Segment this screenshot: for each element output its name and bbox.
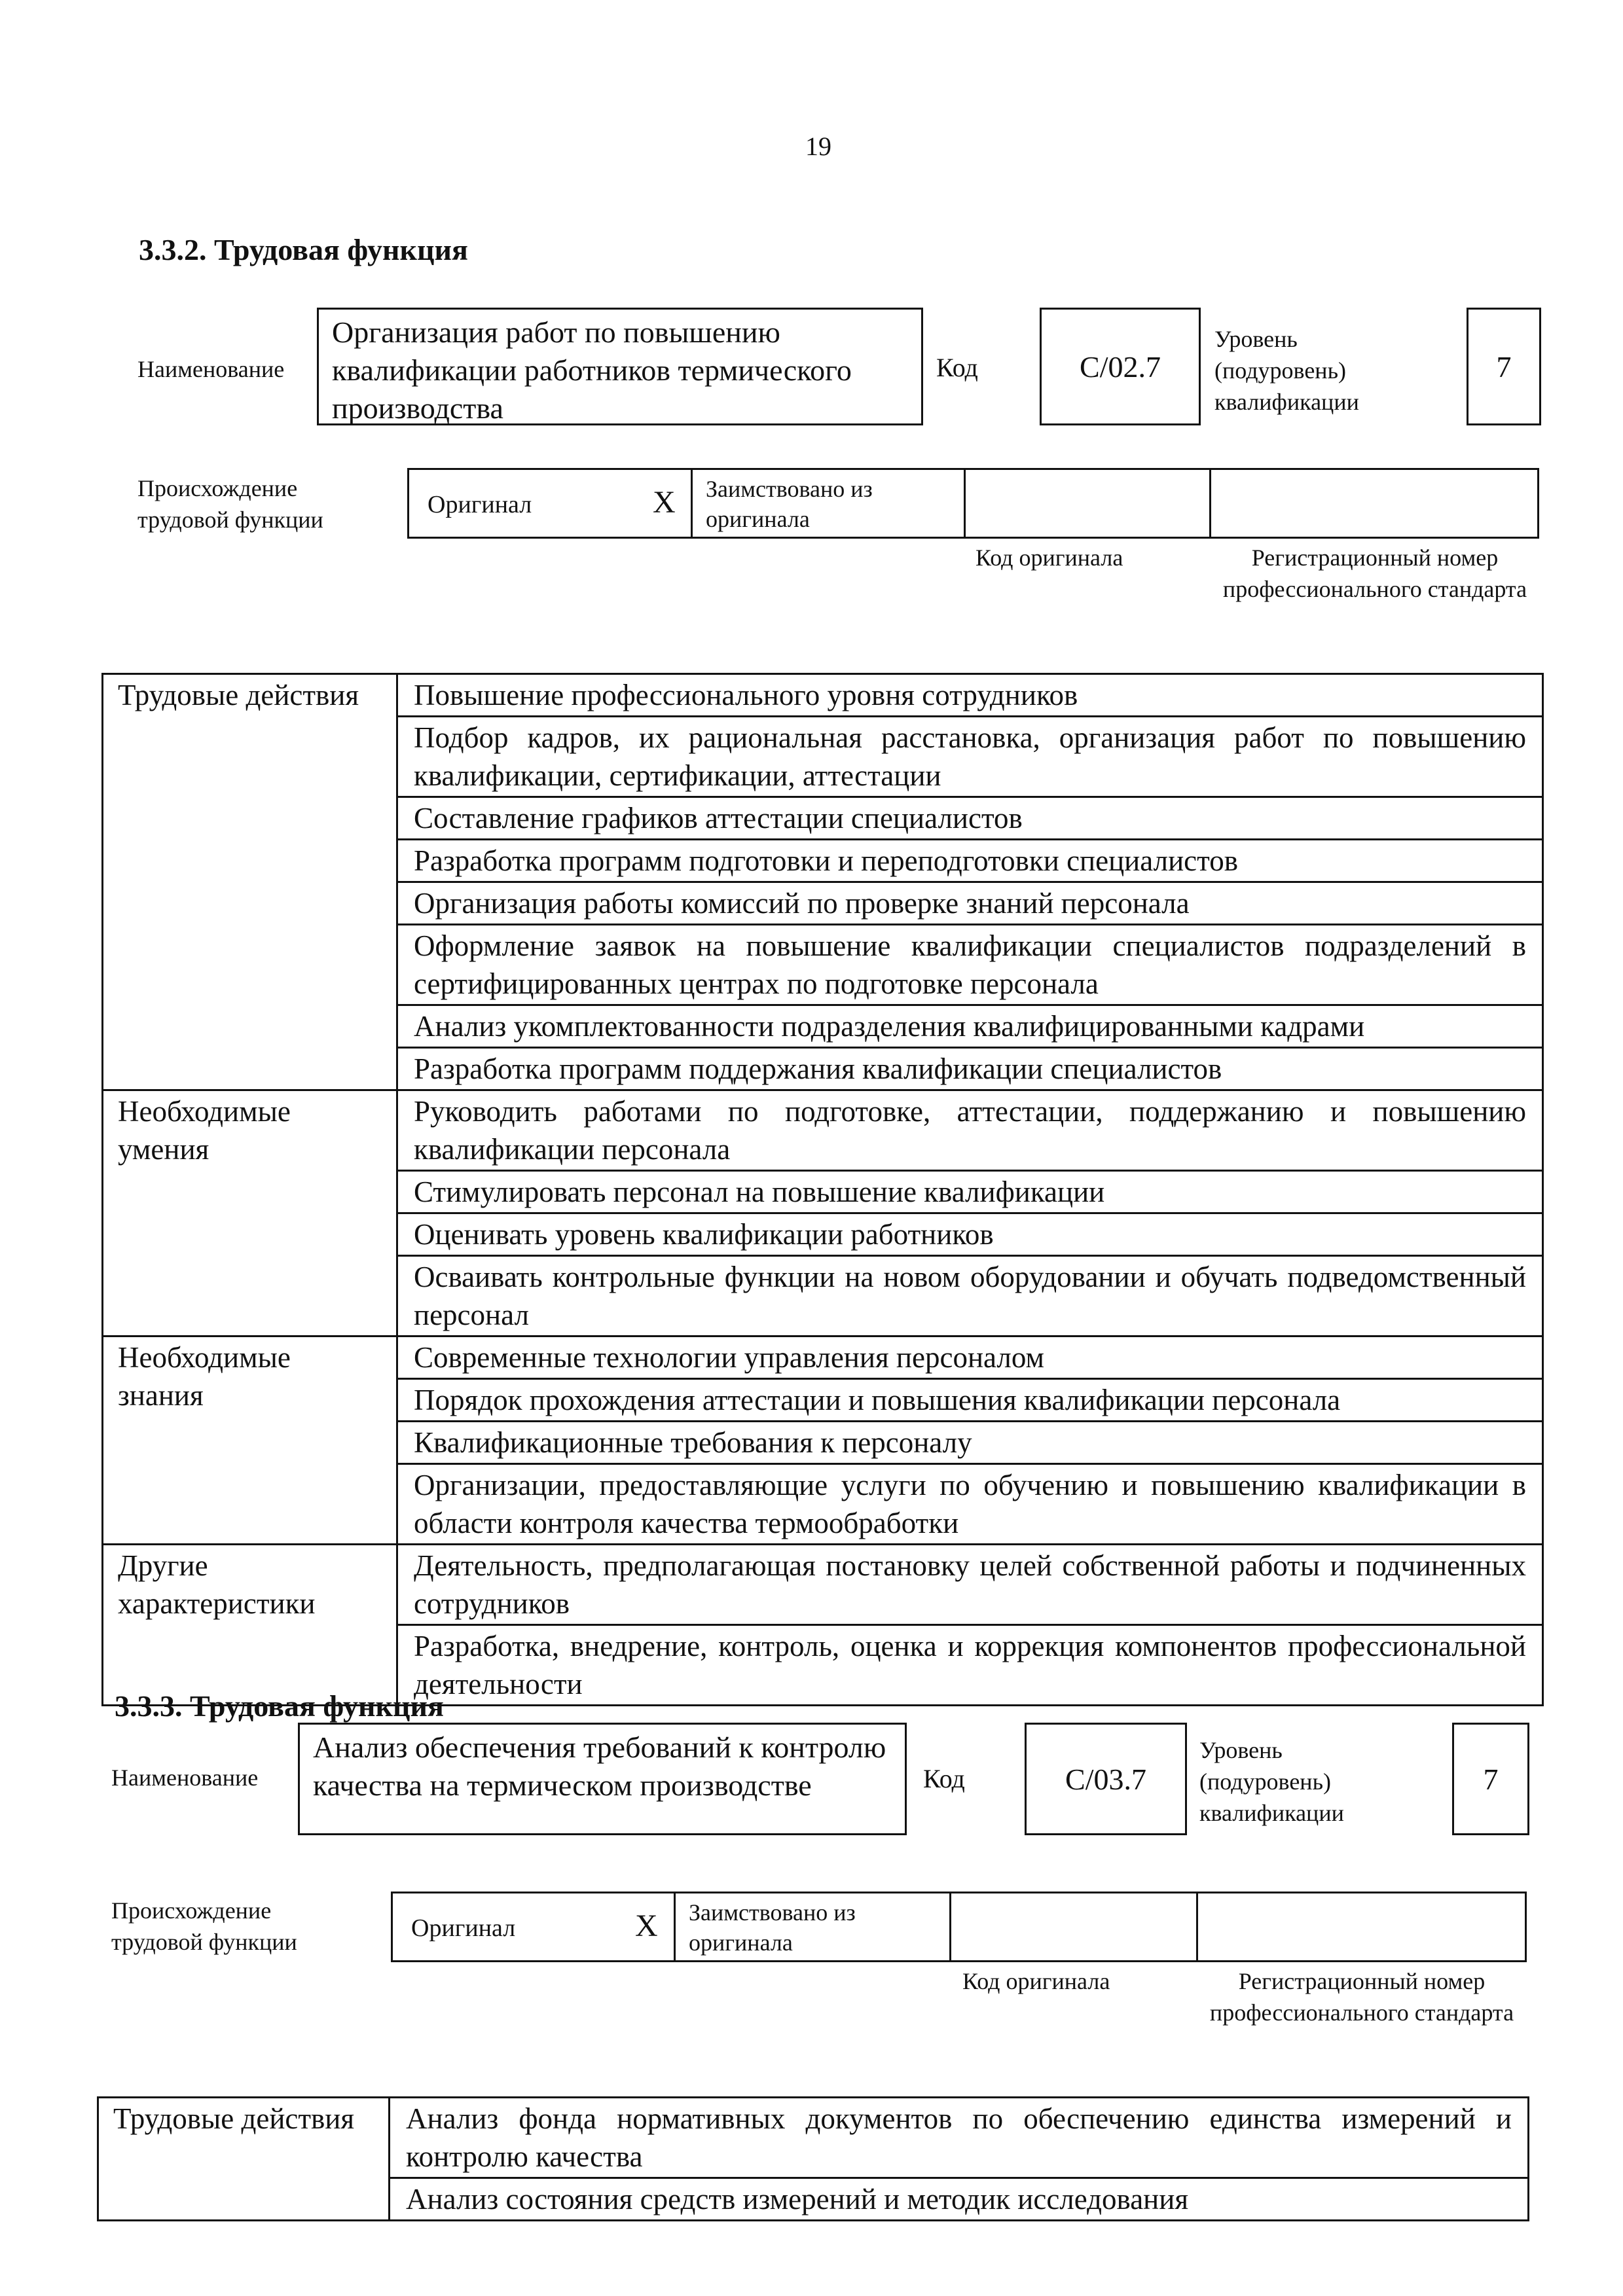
original-mark: X <box>653 485 676 520</box>
table-row <box>98 2098 1529 2178</box>
row-item: Анализ состояния средств измерений и методик исследования <box>390 2178 1529 2221</box>
reg-number-cell <box>1209 468 1539 539</box>
row-item: Осваивать контрольные функции на новом оборудовании и обучать подведомственный персонал <box>397 1256 1543 1336</box>
row-item: Разработка программ поддержания квалификации специалистов <box>397 1048 1543 1090</box>
page-number: 19 <box>805 132 831 161</box>
table-row <box>103 1545 1543 1625</box>
row-item: Анализ фонда нормативных документов по обеспечению единства измерений и контролю качества <box>390 2098 1529 2178</box>
origin-code-caption: Код оригинала <box>976 545 1123 571</box>
borrowed-label: Заимствовано из оригинала <box>706 476 873 532</box>
name-label: Наименование <box>137 356 285 382</box>
origin-code-cell <box>964 468 1211 539</box>
row-item: Организация работы комиссий по проверке знаний персонала <box>397 882 1543 925</box>
borrowed-cell <box>691 468 966 539</box>
original-label: Оригинал <box>411 1914 516 1942</box>
row-item: Оценивать уровень квалификации работников <box>397 1213 1543 1256</box>
level-value: 7 <box>1452 1723 1529 1835</box>
code-label: Код <box>936 353 978 382</box>
row-category: Другие характеристики <box>103 1545 397 1706</box>
row-category: Необходимые знания <box>103 1336 397 1545</box>
row-item: Современные технологии управления персоналом <box>397 1336 1543 1379</box>
function-code: C/03.7 <box>1025 1723 1187 1835</box>
row-item: Стимулировать персонал на повышение квалификации <box>397 1171 1543 1213</box>
row-item: Деятельность, предполагающая постановку целей собственной работы и подчиненных сотрудников <box>397 1545 1543 1625</box>
table-row <box>103 1336 1543 1379</box>
function-name: Анализ обеспечения требований к контролю качества на термическом производстве <box>298 1723 907 1835</box>
row-item: Составление графиков аттестации специалистов <box>397 797 1543 840</box>
competency-table <box>97 2096 1529 2221</box>
function-code: C/02.7 <box>1040 308 1201 425</box>
origin-code-caption: Код оригинала <box>962 1968 1110 1994</box>
level-label: Уровень (подуровень) квалификации <box>1214 326 1359 415</box>
row-item: Порядок прохождения аттестации и повышения квалификации персонала <box>397 1379 1543 1422</box>
original-mark: X <box>635 1909 658 1943</box>
competency-table <box>101 673 1544 1706</box>
borrowed-cell <box>674 1892 951 1962</box>
row-item: Разработка программ подготовки и переподготовки специалистов <box>397 840 1543 882</box>
reg-number-cell <box>1196 1892 1527 1962</box>
row-item: Руководить работами по подготовке, аттестации, поддержанию и повышению квалификации персонала <box>397 1090 1543 1171</box>
row-item: Разработка, внедрение, контроль, оценка и коррекция компонентов профессиональной деятельности <box>397 1625 1543 1706</box>
row-category: Трудовые действия <box>103 674 397 1090</box>
original-cell <box>407 468 693 539</box>
origin-code-cell <box>949 1892 1198 1962</box>
origin-label: Происхождение трудовой функции <box>111 1897 297 1955</box>
row-item: Квалификационные требования к персоналу <box>397 1422 1543 1464</box>
original-cell <box>391 1892 676 1962</box>
function-name: Организация работ по повышению квалификации работников термического производства <box>317 308 923 425</box>
row-item: Организации, предоставляющие услуги по обучению и повышению квалификации в области контроля качества термообработки <box>397 1464 1543 1545</box>
reg-number-caption: Регистрационный номер профессионального стандарта <box>1222 545 1527 602</box>
origin-label: Происхождение трудовой функции <box>137 475 323 533</box>
section-title: 3.3.3. Трудовая функция <box>115 1689 444 1723</box>
row-item: Повышение профессионального уровня сотрудников <box>397 674 1543 717</box>
reg-number-caption: Регистрационный номер профессионального стандарта <box>1209 1968 1514 2026</box>
row-item: Оформление заявок на повышение квалификации специалистов подразделений в сертифицированных центрах по подготовке персонала <box>397 925 1543 1005</box>
borrowed-label: Заимствовано из оригинала <box>689 1899 856 1956</box>
code-label: Код <box>923 1764 965 1793</box>
row-category: Трудовые действия <box>98 2098 390 2221</box>
table-row <box>103 674 1543 717</box>
row-item: Подбор кадров, их рациональная расстановка, организация работ по повышению квалификации, сертификации, аттестации <box>397 717 1543 797</box>
row-item: Анализ укомплектованности подразделения квалифицированными кадрами <box>397 1005 1543 1048</box>
level-label: Уровень (подуровень) квалификации <box>1199 1737 1344 1826</box>
table-row <box>103 1090 1543 1171</box>
name-label: Наименование <box>111 1765 259 1791</box>
section-title: 3.3.2. Трудовая функция <box>139 233 468 266</box>
row-category: Необходимые умения <box>103 1090 397 1336</box>
level-value: 7 <box>1467 308 1541 425</box>
original-label: Оригинал <box>428 491 532 518</box>
